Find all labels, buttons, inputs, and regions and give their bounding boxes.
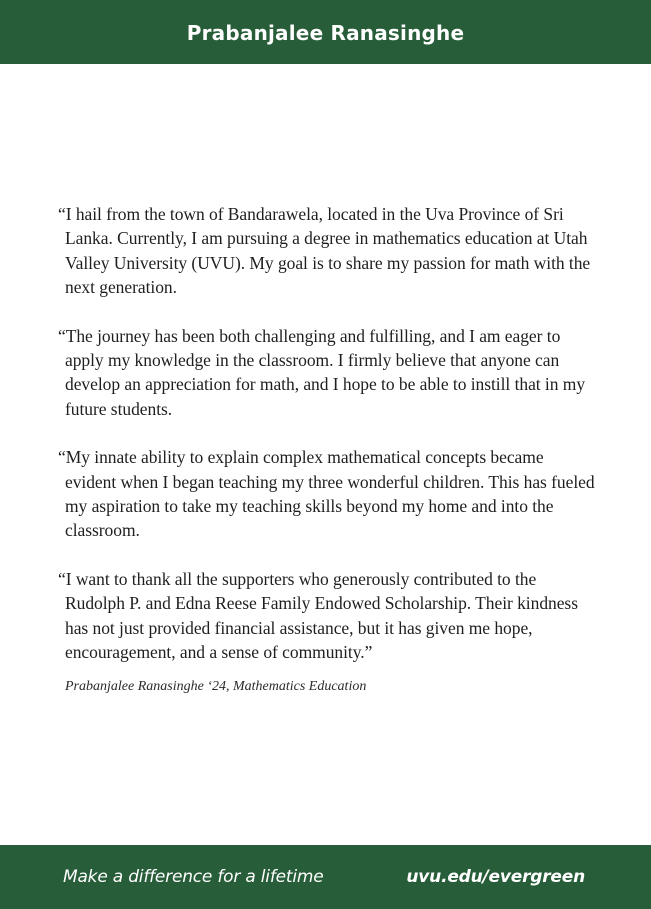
quote-paragraph: “I hail from the town of Bandarawela, located in the Uva Province of Sri Lanka. Currently, I am pursuing a degree in mathematics education at Utah Valley University (UVU). My goal is to share my passion for math with the next generation. [58,204,591,298]
website-link[interactable]: uvu.edu/evergreen [406,867,585,887]
quote-paragraph: “I want to thank all the supporters who generously contributed to the Rudolph P. and Edna Reese Family Endowed Scholarship. Their kindness has not just provided financial assistance, but it has given me hope, encouragement, and a sense of community.” [58,568,578,663]
attribution: Prabanjalee Ranasinghe ‘24, Mathematics Education [65,678,367,694]
quote-paragraph: “The journey has been both challenging and fulfilling, and I am eager to apply my knowledge in the classroom. I firmly believe that anyone can develop an appreciation for math, and I hope to be able to instill that in my future students. [58,325,586,419]
page-title: Prabanjalee Ranasinghe [186,21,465,45]
header-bar [0,0,651,64]
footer-tagline: Make a difference for a lifetime [63,867,324,887]
testimonial-body [58,202,598,695]
footer-bar [0,845,651,909]
quote-paragraph: “My innate ability to explain complex mathematical concepts became evident when I began teaching my three wonderful children. This has fueled my aspiration to take my teaching skills beyond my home and into the classroom. [58,447,595,541]
